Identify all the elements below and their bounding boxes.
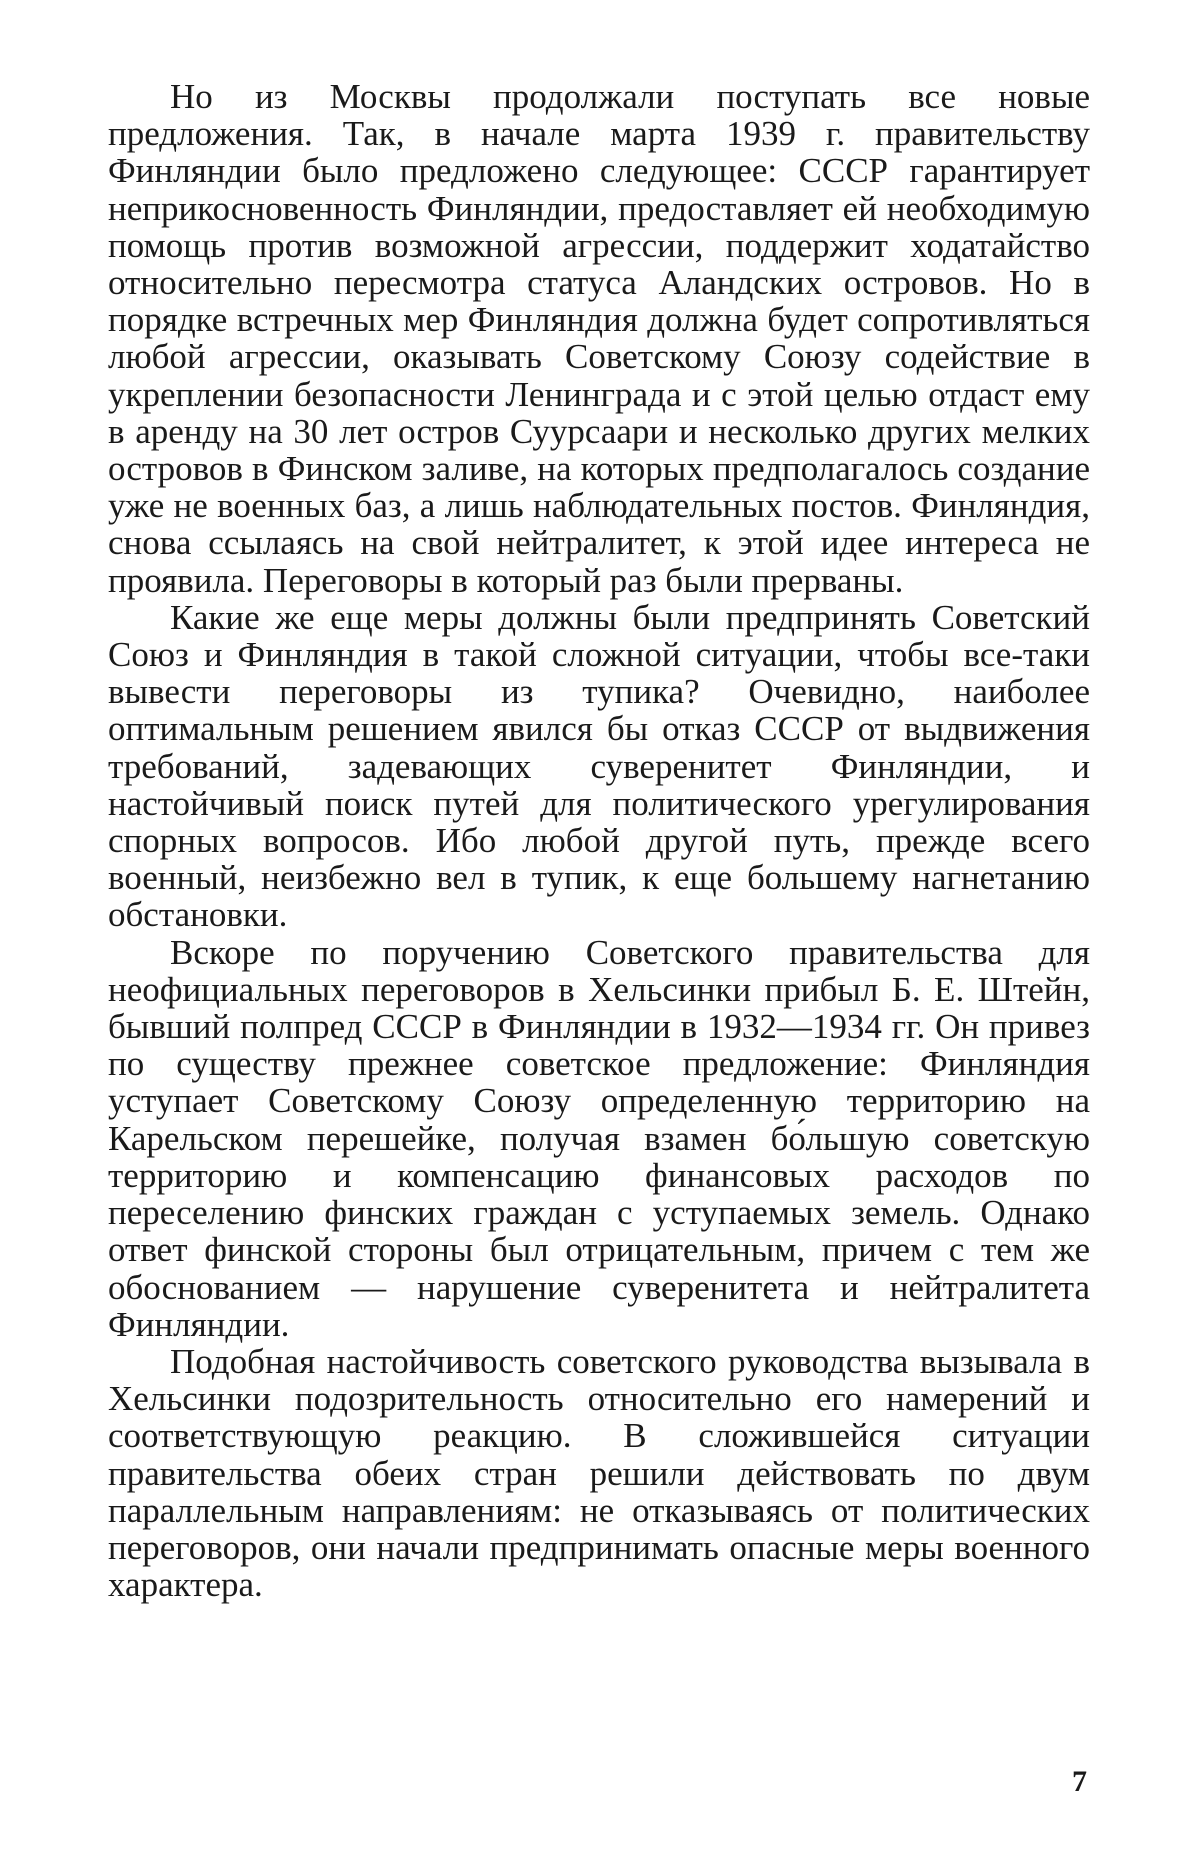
- page-body: [108, 78, 1090, 1603]
- page-number: 7: [1072, 1765, 1087, 1798]
- paragraph-1: Но из Москвы продолжали поступать все новые предложения. Так, в начале марта 1939 г. правительству Финляндии было предложено следующее: СССР гарантирует неприкосновенность Финляндии, предоставляет ей необходимую помощь против возможной агрессии, поддержит ходатайство относительно пересмотра статуса Аландских островов. Но в порядке встречных мер Финляндия должна будет сопротивляться любой агрессии, оказывать Советскому Союзу содействие в укреплении безопасности Ленинграда и с этой целью отдаст ему в аренду на 30 лет остров Суурсаари и несколько других мелких островов в Финском заливе, на которых предполагалось создание уже не военных баз, а лишь наблюдательных постов. Финляндия, снова ссылаясь на свой нейтралитет, к этой идее интереса не проявила. Переговоры в который раз были прерваны.: [108, 77, 1090, 600]
- paragraph-3: Вскоре по поручению Советского правительства для неофициальных переговоров в Хельсинки прибыл Б. Е. Штейн, бывший полпред СССР в Финляндии в 1932—1934 гг. Он привез по существу прежнее советское предложение: Финляндия уступает Советскому Союзу определенную территорию на Карельском перешейке, получая взамен бо́льшую советскую территорию и компенсацию финансовых расходов по переселению финских граждан с уступаемых земель. Однако ответ финской стороны был отрицательным, причем с тем же обоснованием — нарушение суверенитета и нейтралитета Финляндии.: [108, 932, 1090, 1344]
- paragraph-2: Какие же еще меры должны были предпринять Советский Союз и Финляндия в такой сложной ситуации, чтобы все-таки вывести переговоры из тупика? Очевидно, наиболее оптимальным решением явился бы отказ СССР от выдвижения требований, задевающих суверенитет Финляндии, и настойчивый поиск путей для политического урегулирования спорных вопросов. Ибо любой другой путь, прежде всего военный, неизбежно вел в тупик, к еще большему нагнетанию обстановки.: [108, 597, 1090, 935]
- paragraph-4: Подобная настойчивость советского руководства вызывала в Хельсинки подозрительность относительно его намерений и соответствующую реакцию. В сложившейся ситуации правительства обеих стран решили действовать по двум параллельным направлениям: не отказываясь от политических переговоров, они начали предпринимать опасные меры военного характера.: [108, 1341, 1090, 1605]
